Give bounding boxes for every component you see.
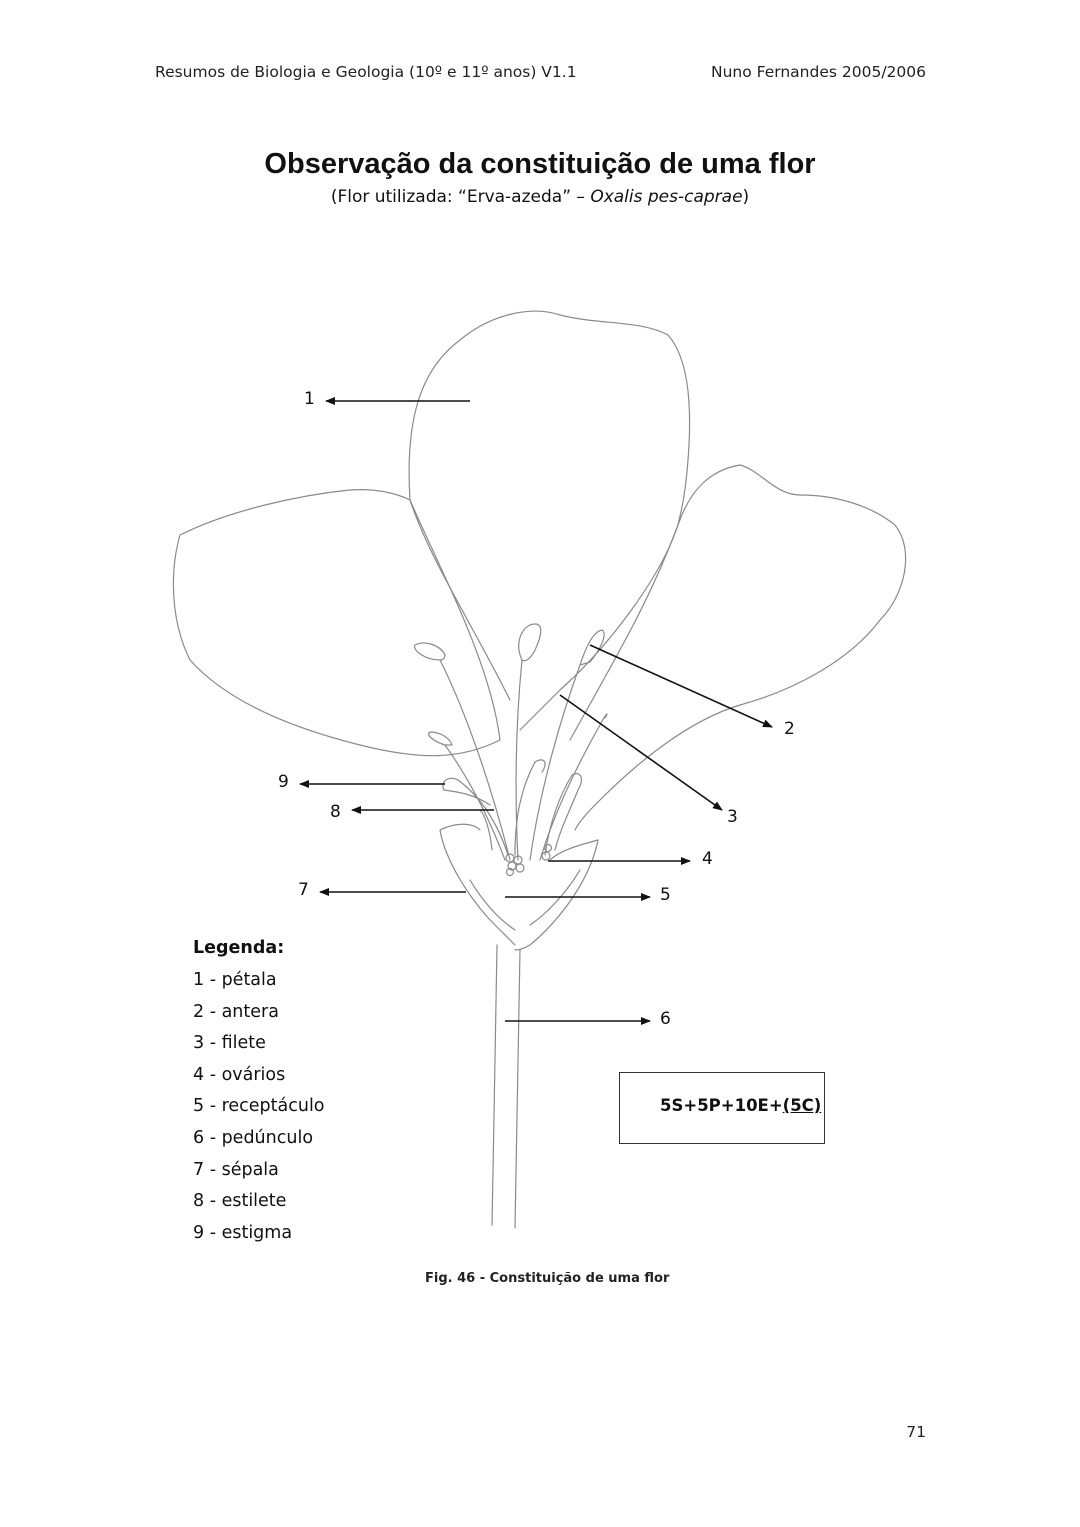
sepal-left (440, 830, 515, 945)
legend-item: 6 - pedúnculo (193, 1127, 314, 1148)
page-title: Observação da constituição de uma flor (264, 148, 816, 180)
figure-caption: Fig. 46 - Constituição de uma flor (425, 1271, 670, 1286)
callout-3: 3 (727, 807, 738, 827)
legend-item: 9 - estigma (193, 1222, 293, 1243)
petal-top (409, 311, 690, 730)
petal-left (173, 490, 500, 756)
arrow-2 (590, 645, 772, 727)
subtitle-species: Oxalis pes-caprae (590, 187, 743, 207)
legend-item: 7 - sépala (193, 1159, 279, 1180)
callout-2: 2 (784, 719, 795, 739)
sepal-right (515, 840, 598, 950)
callout-6: 6 (660, 1009, 671, 1029)
stem (492, 945, 497, 1225)
legend-item: 8 - estilete (193, 1191, 287, 1212)
formula-underlined: (5C) (782, 1096, 822, 1115)
callout-4: 4 (702, 849, 713, 869)
callout-8: 8 (330, 802, 341, 822)
legend-title: Legenda: (193, 938, 285, 958)
subtitle-prefix: (Flor utilizada: “Erva-azeda” – (330, 187, 591, 207)
legend-item: 4 - ovários (193, 1064, 286, 1085)
petal-right (575, 465, 906, 830)
floral-formula (660, 1096, 821, 1115)
formula-main: 5S+5P+10E+ (660, 1096, 783, 1115)
page-number: 71 (906, 1423, 926, 1441)
legend (193, 938, 325, 1254)
legend-item: 1 - pétala (193, 970, 277, 990)
header-right: Nuno Fernandes 2005/2006 (711, 63, 926, 81)
subtitle-suffix: ) (742, 187, 750, 207)
legend-item: 3 - filete (193, 1033, 266, 1054)
legend-item: 2 - antera (193, 1001, 279, 1022)
legend-item: 5 - receptáculo (193, 1096, 325, 1117)
header-left: Resumos de Biologia e Geologia (10º e 11º anos) V1.1 (155, 63, 577, 81)
floral-formula-box (619, 1072, 825, 1144)
callout-1: 1 (304, 389, 315, 409)
callout-7: 7 (298, 880, 309, 900)
callout-9: 9 (278, 772, 289, 792)
callout-5: 5 (660, 885, 671, 905)
